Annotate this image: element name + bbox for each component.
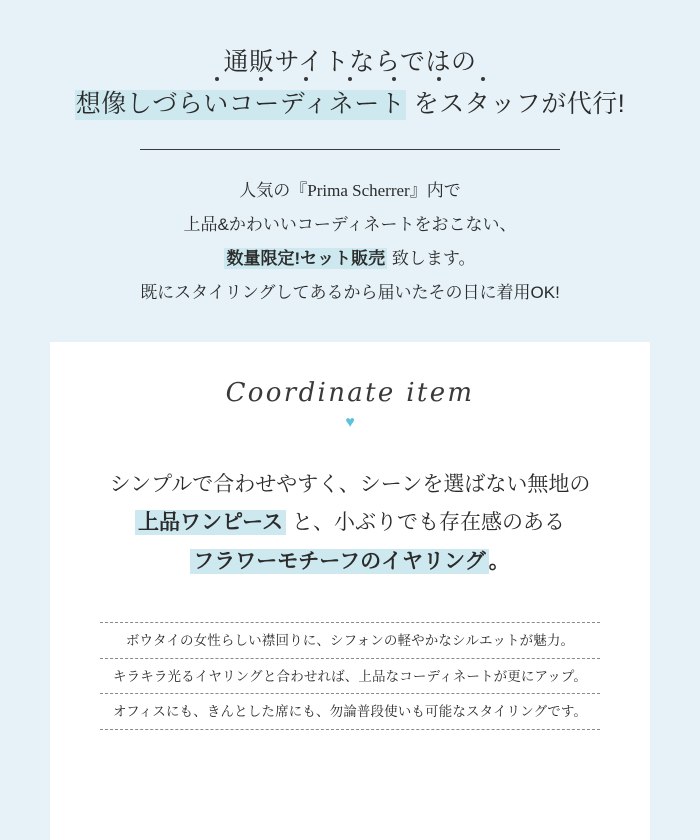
lead-line-1	[140, 174, 560, 208]
coordinate-card	[50, 342, 650, 840]
detail-notes	[100, 622, 600, 730]
heart-icon: ♥	[345, 413, 355, 431]
card-body-line-2-rest: と、小ぶりでも存在感のある	[286, 511, 565, 535]
lead-line-3-post: 致します。	[387, 248, 476, 268]
lead-strong: 数量限定!セット販売	[226, 248, 386, 268]
lead-line-1-post: 』内で	[409, 180, 461, 200]
card-highlight-dress: 上品ワンピース	[135, 510, 286, 535]
card-body-line-2	[50, 504, 650, 543]
lead-line-2: 上品&かわいいコーディネートをおこない、	[183, 214, 517, 234]
lead-paragraph	[140, 174, 560, 310]
note-line: ボウタイの女性らしい襟回りに、シフォンの軽やかなシルエットが魅力。	[100, 623, 600, 659]
card-body-line-3-rest: 。	[488, 550, 510, 574]
note-line: オフィスにも、きんとした席にも、勿論普段使いも可能なスタイリングです。	[100, 694, 600, 730]
card-body	[50, 466, 650, 583]
headline-emphasis: 想像しづらいコーディネート	[75, 90, 406, 119]
header-divider	[140, 149, 560, 150]
card-body-line-3	[50, 543, 650, 582]
headline-line-1: 通販サイトならではの	[223, 48, 477, 76]
lead-line-1-pre: 人気の『	[239, 180, 308, 200]
note-line: キラキラ光るイヤリングと合わせれば、上品なコーディネートが更にアップ。	[100, 659, 600, 695]
lead-line-4: 既にスタイリングしてあるから届いたその日に着用OK!	[140, 282, 560, 302]
card-highlight-earring: フラワーモチーフのイヤリング	[190, 549, 489, 574]
lead-line-3	[140, 242, 560, 276]
card-script-title: Coordinate item	[225, 377, 475, 408]
brand-name: Prima Scherrer	[307, 180, 410, 200]
headline-line-2	[0, 86, 700, 122]
headline-emphasis-rest: をスタッフが代行!	[406, 90, 626, 119]
header	[0, 0, 700, 150]
card-body-line-1: シンプルで合わせやすく、シーンを選ばない無地の	[109, 472, 591, 496]
